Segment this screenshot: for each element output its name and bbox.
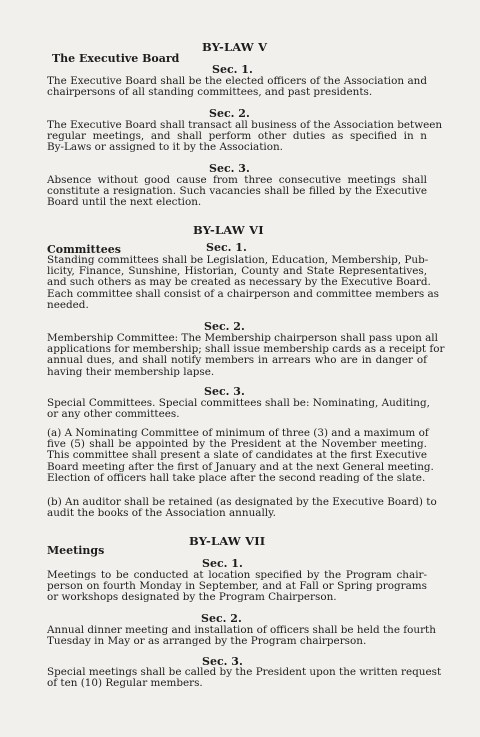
text-line: or workshops designated by the Program Chairperson.	[47, 591, 337, 604]
text-line: Standing committees shall be Legislation, Education, Membership, Pub-	[47, 254, 429, 266]
text-line: chairpersons of all standing committees, and past presidents.	[47, 86, 373, 99]
bylaw-5-sec-2-text	[47, 119, 443, 154]
text-line: needed.	[47, 298, 89, 311]
text-line: regular meetings, and shall perform other duties as specified in n	[47, 130, 427, 143]
text-line: of ten (10) Regular members.	[47, 677, 203, 690]
text-line: (a) A Nominating Committee of minimum of three (3) and a maximum of	[47, 427, 429, 439]
text-line: Board until the next election.	[47, 196, 202, 209]
text-line: Each committee shall consist of a chairperson and committee members as	[47, 287, 439, 300]
bylaw-5-heading: BY-LAW V	[202, 40, 268, 54]
bylaw-6-heading: BY-LAW VI	[193, 223, 264, 237]
bylaw-7-sec-2-title: Sec. 2.	[201, 612, 242, 625]
bylaw-7-side-title: Meetings	[47, 544, 105, 557]
text-line: audit the books of the Association annually.	[47, 507, 276, 520]
text-line: The Executive Board shall be the elected officers of the Association and	[47, 75, 427, 87]
text-line: Board meeting after the first of January and at the next General meeting.	[47, 460, 434, 473]
bylaw-5-side-title: The Executive Board	[52, 52, 180, 65]
text-line: Special meetings shall be called by the President upon the written request	[47, 666, 442, 678]
text-line: licity, Finance, Sunshine, Historian, County and State Representatives,	[47, 265, 427, 278]
text-line: constitute a resignation. Such vacancies shall be filled by the Executive	[47, 185, 427, 198]
bylaw-5-sec-2-title: Sec. 2.	[209, 107, 250, 120]
bylaw-5-sec-1-text	[47, 76, 427, 98]
text-line: Annual dinner meeting and installation of officers shall be held the fourth	[47, 624, 436, 636]
bylaw-7-sec-1-text	[47, 570, 427, 604]
bylaw-6-sec-3-title: Sec. 3.	[204, 385, 245, 398]
bylaw-7-sec-3-title: Sec. 3.	[202, 655, 243, 668]
text-line: The Executive Board shall transact all business of the Association between	[47, 119, 443, 131]
bylaw-6-sec-3-text	[47, 397, 430, 421]
text-line: (b) An auditor shall be retained (as designated by the Executive Board) to	[47, 496, 437, 508]
text-line: applications for membership; shall issue membership cards as a receipt for	[47, 343, 445, 356]
bylaw-5-sec-3-text	[47, 175, 427, 209]
bylaw-6-sec-2-title: Sec. 2.	[204, 320, 245, 333]
text-line: annual dues, and shall notify members in arrears who are in danger of	[47, 354, 427, 367]
text-line: having their membership lapse.	[47, 365, 215, 378]
bylaw-6-sec-1-text	[47, 254, 439, 311]
text-line: Absence without good cause from three consecutive meetings shall	[47, 174, 427, 186]
bylaw-6-sec-1-title: Sec. 1.	[206, 241, 247, 254]
text-line: five (5) shall be appointed by the President at the November meeting.	[47, 438, 427, 451]
text-line: person on fourth Monday in September, and at Fall or Spring programs	[47, 580, 427, 593]
text-line: Election of officers hall take place after the second reading of the slate.	[47, 471, 426, 484]
text-line: Membership Committee: The Membership chairperson shall pass upon all	[47, 332, 438, 344]
bylaw-6-item-b	[47, 496, 437, 520]
bylaw-7-sec-1-title: Sec. 1.	[202, 557, 243, 570]
text-line: Meetings to be conducted at location specified by the Program chair-	[47, 569, 427, 581]
bylaw-6-sec-2-text	[47, 332, 445, 378]
text-line: and such others as may be created as necessary by the Executive Board.	[47, 276, 431, 289]
bylaw-7-sec-2-text	[47, 624, 436, 648]
bylaw-6-side-title: Committees	[47, 243, 121, 256]
bylaw-5-sec-3-title: Sec. 3.	[209, 162, 250, 175]
bylaw-7-heading: BY-LAW VII	[189, 534, 266, 548]
bylaw-7-sec-3-text	[47, 666, 442, 690]
text-line: Tuesday in May or as arranged by the Program chairperson.	[47, 635, 367, 648]
text-line: or any other committees.	[47, 408, 180, 421]
text-line: By-Laws or assigned to it by the Association.	[47, 141, 283, 154]
bylaw-6-item-a	[47, 427, 434, 484]
text-line: Special Committees. Special committees shall be: Nominating, Auditing,	[47, 397, 430, 409]
text-line: This committee shall present a slate of candidates at the first Executive	[47, 449, 427, 462]
bylaw-5-sec-1-title: Sec. 1.	[212, 63, 253, 76]
